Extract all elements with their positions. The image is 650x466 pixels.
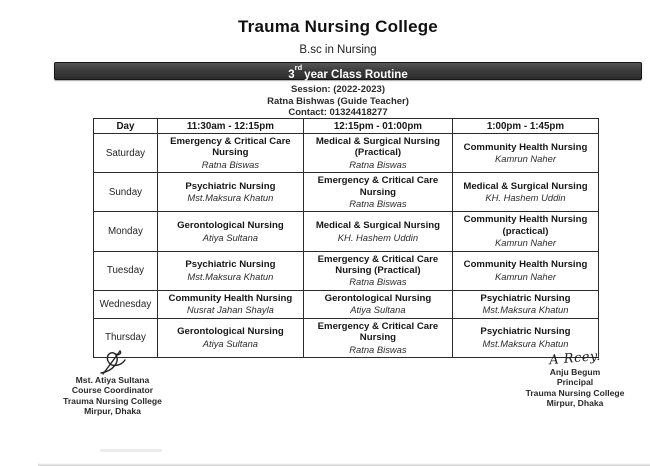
teacher-name: Atiya Sultana — [350, 304, 406, 316]
signer-name: Anju Begum — [549, 367, 601, 377]
course-name: Psychiatric Nursing — [185, 180, 276, 192]
course-name: Community Health Nursing — [168, 292, 293, 304]
class-routine-table — [93, 118, 599, 358]
course-name: Psychiatric Nursing — [480, 292, 571, 304]
day-cell: Tuesday — [94, 251, 158, 290]
class-cell — [303, 318, 452, 357]
teacher-name: Ratna Biswas — [349, 198, 407, 210]
principal-signature-script: A Rcey. — [548, 348, 602, 369]
signer-name: Mst. Atiya Sultana — [75, 375, 150, 385]
signer-location: Mirpur, Dhaka — [546, 397, 604, 408]
teacher-name: KH. Hashem Uddin — [485, 192, 566, 204]
table-row-tuesday — [94, 251, 599, 290]
class-cell — [452, 212, 598, 251]
banner-label: year Class Routine — [304, 68, 408, 81]
teacher-name: Atiya Sultana — [202, 337, 258, 349]
course-name: Medical & Surgical Nursing — [463, 180, 588, 192]
teacher-name: Ratna Biswas — [201, 158, 260, 170]
day-cell: Saturday — [94, 134, 158, 173]
course-name: Gerontological Nursing — [177, 326, 284, 338]
teacher-name: Mst.Maksura Khatun — [187, 270, 274, 282]
course-name: Medical & Surgical Nursing — [315, 220, 441, 232]
day-cell: Wednesday — [94, 290, 158, 318]
day-cell: Monday — [94, 212, 158, 251]
class-cell — [452, 290, 598, 318]
class-cell — [303, 251, 452, 290]
signer-org: Trauma Nursing College — [63, 395, 162, 406]
teacher-name: Mst.Maksura Khatun — [482, 337, 569, 349]
course-name: Medical & Surgical Nursing (Practical) — [315, 136, 441, 159]
course-name: Emergency & Critical Care Nursing — [317, 175, 439, 198]
class-cell — [452, 134, 598, 173]
column-header-slot1: 11:30am - 12:15pm — [157, 119, 303, 134]
class-cell — [452, 173, 598, 212]
banner-year-number: 3 — [288, 68, 295, 81]
teacher-name: KH. Hashem Uddin — [337, 231, 419, 243]
column-header-day: Day — [94, 119, 158, 134]
course-name: Emergency & Critical Care Nursing — [317, 320, 439, 344]
course-name: Community Health Nursing (practical) — [463, 214, 588, 237]
college-title: Trauma Nursing College — [238, 17, 438, 36]
teacher-name: Ratna Biswas — [349, 158, 407, 170]
teacher-name: Atiya Sultana — [202, 231, 258, 243]
banner-year-ordinal: rd — [294, 63, 303, 72]
teacher-name: Kamrun Naher — [494, 153, 556, 165]
class-cell — [452, 251, 598, 290]
course-name: Gerontological Nursing — [324, 292, 432, 304]
teacher-name: Mst.Maksura Khatun — [482, 304, 569, 316]
class-cell — [157, 290, 303, 318]
teacher-name: Ratna Biswas — [349, 276, 407, 288]
table-row-sunday — [94, 173, 599, 212]
signer-org: Trauma Nursing College — [525, 387, 625, 398]
course-name: Psychiatric Nursing — [185, 259, 276, 271]
principal-signature-block — [506, 348, 644, 408]
course-name: Emergency & Critical Care Nursing (Practical) — [317, 253, 439, 277]
teacher-name: Ratna Biswas — [349, 343, 407, 355]
table-row-monday — [94, 212, 599, 251]
column-header-slot2: 12:15pm - 01:00pm — [303, 119, 452, 134]
class-cell — [303, 212, 452, 251]
class-cell — [157, 212, 303, 251]
session-line: Session: (2022-2023) — [291, 84, 385, 95]
class-cell — [157, 173, 303, 212]
class-cell — [157, 134, 303, 173]
class-cell — [303, 173, 452, 212]
signer-role: Course Coordinator — [71, 385, 154, 396]
table-row-saturday — [94, 134, 599, 173]
class-cell — [157, 251, 303, 290]
scan-smudge — [100, 449, 162, 452]
table-row-wednesday — [94, 290, 599, 318]
course-name: Psychiatric Nursing — [480, 326, 571, 338]
column-header-slot3: 1:00pm - 1:45pm — [452, 119, 598, 134]
course-name: Gerontological Nursing — [177, 220, 284, 232]
course-name: Community Health Nursing — [463, 141, 588, 153]
teacher-name: Nusrat Jahan Shayla — [186, 304, 274, 316]
guide-teacher-line: Ratna Bishwas (Guide Teacher) — [267, 95, 409, 107]
routine-banner — [54, 62, 642, 80]
coordinator-signature-block — [45, 349, 180, 416]
course-name: Community Health Nursing — [463, 259, 588, 271]
coordinator-signature-icon — [87, 349, 139, 375]
teacher-name: Mst.Maksura Khatun — [187, 192, 274, 204]
day-cell: Thursday — [94, 318, 158, 357]
teacher-name: Kamrun Naher — [494, 270, 556, 282]
signer-role: Principal — [556, 377, 594, 388]
signer-location: Mirpur, Dhaka — [84, 405, 141, 416]
day-cell: Sunday — [94, 173, 158, 212]
class-cell — [303, 134, 452, 173]
program-subtitle: B.sc in Nursing — [299, 44, 377, 56]
contact-line: Contact: 01324418277 — [288, 107, 388, 118]
course-name: Emergency & Critical Care Nursing — [170, 136, 291, 159]
teacher-name: Kamrun Naher — [494, 237, 556, 249]
header-row — [94, 119, 599, 134]
class-cell — [303, 290, 452, 318]
